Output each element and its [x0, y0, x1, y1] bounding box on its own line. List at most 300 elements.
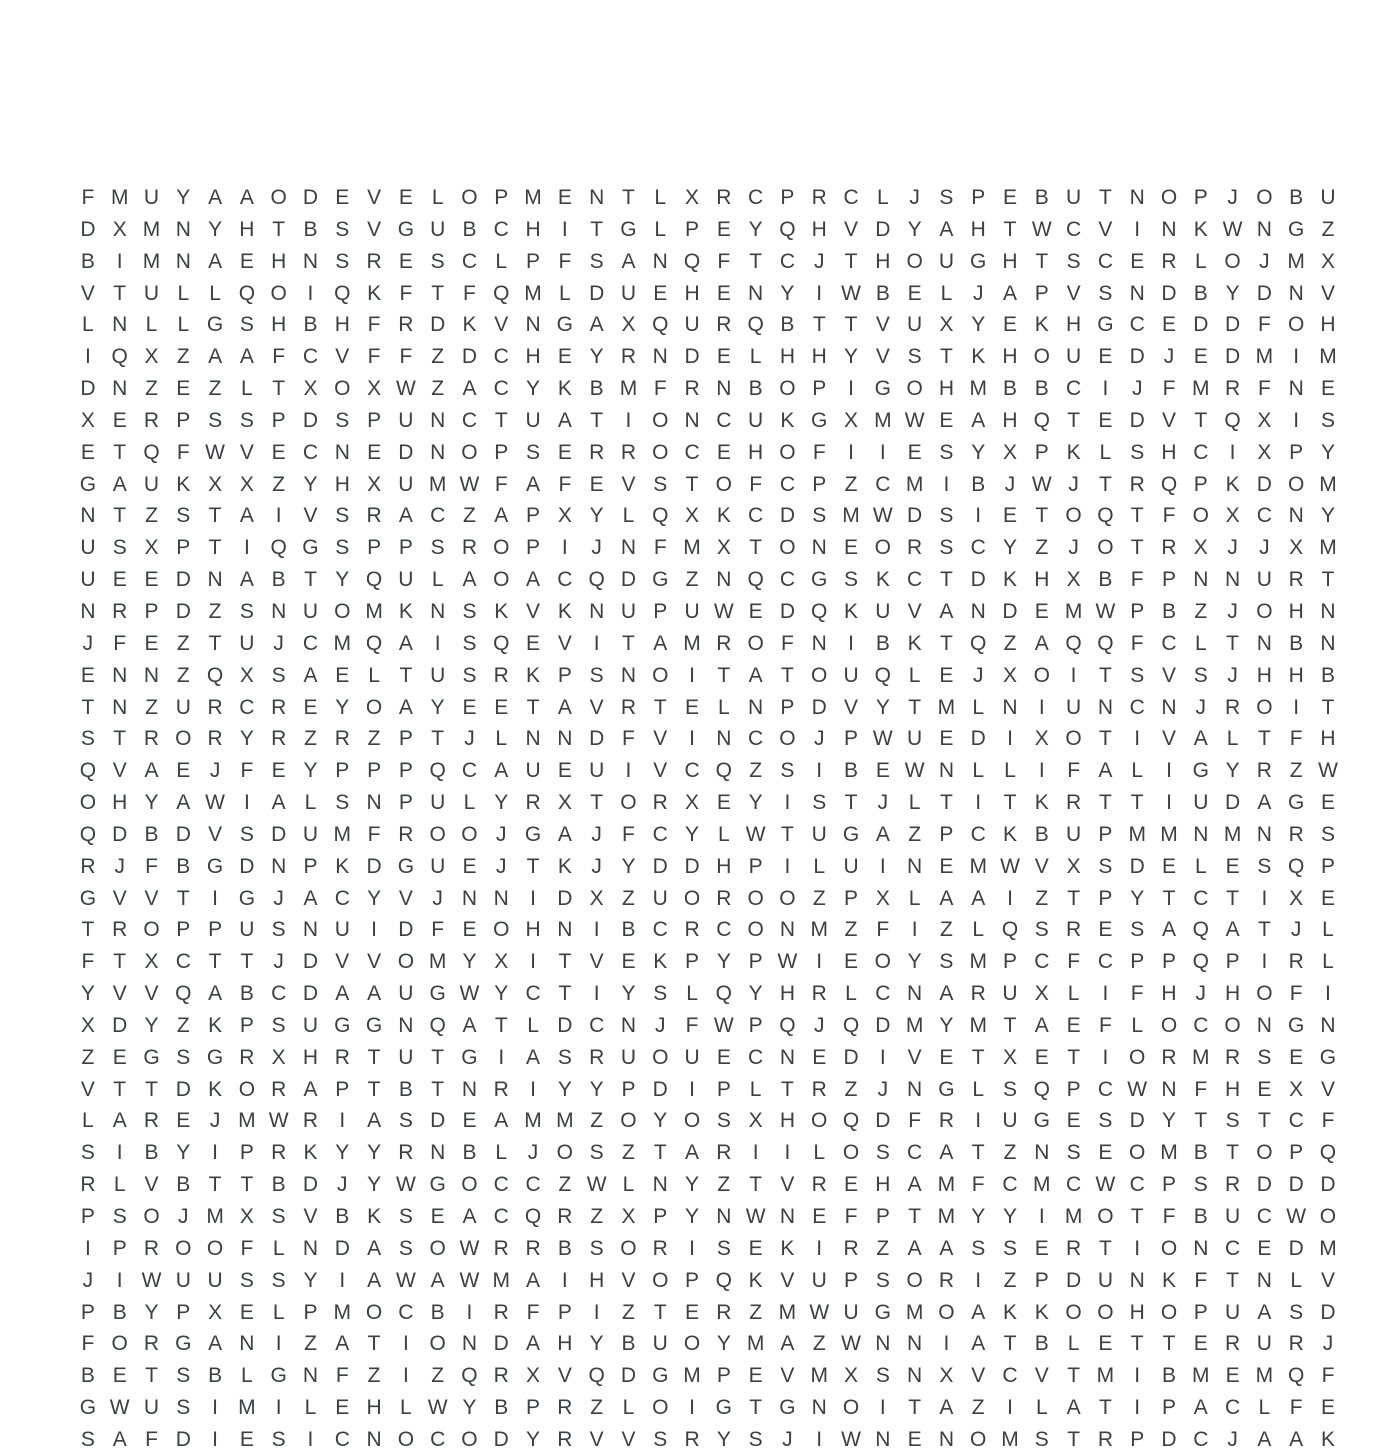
grid-letter[interactable]: P: [526, 504, 541, 528]
grid-letter[interactable]: U: [589, 759, 605, 783]
grid-letter[interactable]: I: [879, 854, 886, 878]
grid-letter[interactable]: G: [79, 886, 97, 910]
grid-letter[interactable]: G: [556, 313, 574, 337]
grid-letter[interactable]: Y: [589, 1332, 604, 1356]
grid-letter[interactable]: K: [208, 1077, 223, 1101]
grid-letter[interactable]: Q: [779, 217, 796, 241]
grid-letter[interactable]: Z: [431, 345, 445, 369]
grid-letter[interactable]: O: [683, 1332, 701, 1356]
grid-letter[interactable]: T: [1003, 217, 1017, 241]
grid-letter[interactable]: N: [80, 504, 96, 528]
grid-letter[interactable]: O: [842, 1141, 860, 1165]
grid-letter[interactable]: I: [212, 1427, 218, 1451]
grid-letter[interactable]: X: [239, 1205, 254, 1228]
grid-letter[interactable]: H: [1034, 568, 1050, 592]
grid-letter[interactable]: A: [462, 1205, 477, 1228]
grid-letter[interactable]: E: [748, 1364, 763, 1388]
grid-letter[interactable]: E: [1130, 249, 1145, 273]
grid-letter[interactable]: G: [79, 1396, 97, 1420]
grid-letter[interactable]: O: [461, 1173, 478, 1197]
grid-letter[interactable]: E: [239, 1300, 254, 1324]
grid-letter[interactable]: M: [556, 1109, 574, 1133]
grid-letter[interactable]: A: [1257, 791, 1272, 815]
grid-letter[interactable]: N: [1193, 822, 1209, 846]
grid-letter[interactable]: G: [1319, 1045, 1337, 1069]
grid-letter[interactable]: N: [1320, 631, 1336, 655]
grid-letter[interactable]: S: [1003, 1236, 1018, 1260]
grid-letter[interactable]: Y: [621, 982, 636, 1006]
grid-letter[interactable]: M: [238, 1109, 256, 1133]
grid-letter[interactable]: O: [1097, 1300, 1114, 1324]
grid-letter[interactable]: L: [400, 1396, 412, 1420]
grid-letter[interactable]: F: [494, 472, 508, 496]
grid-letter[interactable]: T: [971, 1045, 985, 1069]
grid-letter[interactable]: V: [1034, 854, 1049, 878]
grid-letter[interactable]: Z: [749, 1300, 763, 1324]
grid-letter[interactable]: H: [271, 313, 287, 337]
grid-letter[interactable]: A: [271, 791, 286, 815]
grid-letter[interactable]: Y: [303, 759, 318, 783]
grid-letter[interactable]: U: [938, 249, 954, 273]
grid-letter[interactable]: X: [1289, 886, 1304, 910]
grid-letter[interactable]: N: [1256, 1268, 1272, 1292]
grid-letter[interactable]: X: [494, 950, 509, 974]
grid-letter[interactable]: P: [239, 1141, 254, 1165]
grid-letter[interactable]: H: [779, 345, 796, 369]
grid-letter[interactable]: S: [653, 1427, 668, 1451]
grid-letter[interactable]: P: [1130, 1427, 1145, 1451]
grid-letter[interactable]: S: [176, 1364, 191, 1388]
grid-letter[interactable]: F: [431, 918, 445, 942]
grid-letter[interactable]: E: [844, 1173, 859, 1197]
grid-letter[interactable]: K: [1003, 568, 1018, 592]
grid-letter[interactable]: B: [748, 377, 763, 401]
grid-letter[interactable]: V: [398, 886, 413, 910]
grid-letter[interactable]: T: [844, 249, 858, 273]
grid-letter[interactable]: K: [1003, 1300, 1018, 1324]
grid-letter[interactable]: I: [339, 1268, 346, 1292]
grid-letter[interactable]: R: [1097, 1427, 1113, 1451]
grid-letter[interactable]: J: [1227, 599, 1238, 623]
grid-letter[interactable]: Y: [716, 1332, 731, 1356]
grid-letter[interactable]: O: [652, 408, 669, 432]
grid-letter[interactable]: Z: [304, 1332, 317, 1356]
grid-letter[interactable]: S: [239, 599, 254, 623]
grid-letter[interactable]: P: [1098, 886, 1113, 910]
grid-letter[interactable]: T: [1035, 249, 1049, 273]
grid-letter[interactable]: J: [1227, 186, 1238, 209]
grid-letter[interactable]: F: [812, 440, 826, 464]
grid-letter[interactable]: U: [80, 536, 96, 560]
grid-letter[interactable]: D: [1066, 1268, 1082, 1292]
grid-letter[interactable]: D: [843, 1045, 859, 1069]
grid-letter[interactable]: S: [271, 663, 286, 687]
grid-letter[interactable]: R: [811, 982, 827, 1006]
grid-letter[interactable]: S: [844, 568, 859, 592]
grid-letter[interactable]: B: [176, 1173, 191, 1197]
grid-letter[interactable]: B: [875, 281, 890, 305]
grid-letter[interactable]: T: [940, 568, 953, 592]
grid-letter[interactable]: P: [875, 1205, 890, 1228]
grid-letter[interactable]: D: [175, 599, 191, 623]
grid-letter[interactable]: X: [1257, 440, 1272, 464]
grid-letter[interactable]: T: [622, 186, 635, 209]
grid-letter[interactable]: O: [1129, 1141, 1146, 1165]
grid-letter[interactable]: Z: [463, 504, 476, 528]
grid-letter[interactable]: N: [398, 1013, 414, 1037]
grid-letter[interactable]: S: [271, 1013, 286, 1037]
grid-letter[interactable]: T: [208, 631, 222, 655]
grid-letter[interactable]: P: [335, 1077, 350, 1101]
grid-letter[interactable]: R: [716, 313, 732, 337]
grid-letter[interactable]: T: [208, 1173, 222, 1197]
grid-letter[interactable]: U: [811, 822, 827, 846]
grid-letter[interactable]: K: [716, 504, 731, 528]
grid-letter[interactable]: Q: [683, 249, 701, 273]
grid-letter[interactable]: V: [557, 1364, 572, 1388]
grid-letter[interactable]: E: [462, 854, 477, 878]
grid-letter[interactable]: N: [112, 313, 128, 337]
grid-letter[interactable]: C: [875, 472, 891, 496]
grid-letter[interactable]: N: [938, 759, 954, 783]
grid-letter[interactable]: M: [937, 1173, 956, 1197]
grid-letter[interactable]: Z: [1035, 536, 1049, 560]
grid-letter[interactable]: P: [303, 1300, 318, 1324]
grid-letter[interactable]: O: [874, 950, 891, 974]
grid-letter[interactable]: P: [208, 918, 223, 942]
grid-letter[interactable]: D: [875, 217, 891, 241]
grid-letter[interactable]: H: [366, 1396, 382, 1420]
grid-letter[interactable]: H: [1002, 345, 1018, 369]
grid-letter[interactable]: L: [908, 791, 921, 815]
grid-letter[interactable]: E: [1003, 186, 1018, 209]
grid-letter[interactable]: A: [971, 408, 986, 432]
grid-letter[interactable]: O: [175, 1236, 192, 1260]
grid-letter[interactable]: E: [1289, 1045, 1304, 1069]
grid-letter[interactable]: E: [907, 1427, 922, 1451]
grid-letter[interactable]: R: [493, 1236, 509, 1260]
grid-letter[interactable]: Z: [431, 1364, 445, 1388]
grid-letter[interactable]: T: [1130, 1205, 1144, 1228]
grid-letter[interactable]: V: [144, 1173, 159, 1197]
grid-letter[interactable]: C: [652, 918, 668, 942]
grid-letter[interactable]: D: [398, 918, 414, 942]
grid-letter[interactable]: E: [875, 759, 890, 783]
grid-letter[interactable]: L: [272, 1300, 285, 1324]
grid-letter[interactable]: M: [1192, 1364, 1210, 1388]
grid-letter[interactable]: D: [1320, 1173, 1336, 1197]
grid-letter[interactable]: T: [749, 1173, 763, 1197]
grid-letter[interactable]: F: [653, 377, 667, 401]
grid-letter[interactable]: D: [1225, 791, 1241, 815]
grid-letter[interactable]: T: [1098, 727, 1112, 751]
grid-letter[interactable]: L: [527, 1013, 539, 1037]
grid-letter[interactable]: N: [684, 408, 700, 432]
grid-letter[interactable]: J: [782, 1427, 793, 1451]
grid-letter[interactable]: S: [653, 982, 668, 1006]
grid-letter[interactable]: F: [558, 472, 572, 496]
grid-letter[interactable]: T: [81, 918, 95, 942]
grid-letter[interactable]: J: [591, 536, 602, 560]
grid-letter[interactable]: L: [876, 186, 889, 209]
grid-letter[interactable]: F: [558, 249, 572, 273]
grid-letter[interactable]: S: [1003, 1077, 1018, 1101]
grid-letter[interactable]: I: [402, 1332, 409, 1356]
grid-letter[interactable]: O: [620, 1236, 637, 1260]
grid-letter[interactable]: Q: [652, 313, 669, 337]
grid-letter[interactable]: C: [302, 440, 319, 464]
grid-letter[interactable]: A: [526, 1045, 541, 1069]
grid-letter[interactable]: C: [589, 1013, 605, 1037]
grid-letter[interactable]: R: [1161, 249, 1177, 273]
grid-letter[interactable]: T: [1257, 918, 1271, 942]
grid-letter[interactable]: P: [971, 186, 986, 209]
grid-letter[interactable]: S: [335, 504, 350, 528]
grid-letter[interactable]: S: [589, 663, 604, 687]
grid-letter[interactable]: W: [745, 822, 766, 846]
grid-letter[interactable]: Q: [1319, 1141, 1337, 1165]
grid-letter[interactable]: C: [1161, 631, 1177, 655]
grid-letter[interactable]: R: [811, 1077, 827, 1101]
grid-letter[interactable]: W: [205, 791, 225, 815]
grid-letter[interactable]: E: [1034, 599, 1049, 623]
grid-letter[interactable]: X: [844, 1364, 859, 1388]
grid-letter[interactable]: F: [240, 1236, 254, 1260]
grid-letter[interactable]: A: [239, 568, 254, 592]
grid-letter[interactable]: E: [1098, 1141, 1113, 1165]
grid-letter[interactable]: N: [716, 377, 732, 401]
grid-letter[interactable]: T: [1098, 791, 1112, 815]
grid-letter[interactable]: R: [493, 663, 509, 687]
grid-letter[interactable]: Z: [622, 886, 635, 910]
grid-letter[interactable]: V: [303, 1205, 318, 1228]
grid-letter[interactable]: T: [240, 1173, 254, 1197]
grid-letter[interactable]: S: [1066, 1141, 1081, 1165]
grid-letter[interactable]: R: [716, 186, 732, 209]
grid-letter[interactable]: C: [334, 886, 350, 910]
grid-letter[interactable]: E: [112, 1045, 127, 1069]
grid-letter[interactable]: S: [1257, 854, 1272, 878]
grid-letter[interactable]: R: [620, 345, 637, 369]
grid-letter[interactable]: E: [812, 1205, 827, 1228]
grid-letter[interactable]: J: [813, 1013, 825, 1037]
grid-letter[interactable]: N: [302, 1364, 319, 1388]
grid-letter[interactable]: C: [1129, 313, 1145, 337]
grid-letter[interactable]: S: [939, 186, 954, 209]
grid-letter[interactable]: E: [812, 1045, 827, 1069]
grid-letter[interactable]: C: [1256, 1205, 1272, 1228]
grid-letter[interactable]: V: [907, 1045, 922, 1069]
grid-letter[interactable]: S: [176, 1396, 191, 1420]
grid-letter[interactable]: E: [716, 345, 731, 369]
grid-letter[interactable]: T: [1162, 1332, 1176, 1356]
grid-letter[interactable]: A: [494, 759, 509, 783]
grid-letter[interactable]: T: [844, 313, 858, 337]
grid-letter[interactable]: C: [239, 695, 255, 719]
grid-letter[interactable]: C: [1129, 1173, 1145, 1197]
grid-letter[interactable]: Z: [1003, 1268, 1017, 1292]
grid-letter[interactable]: C: [875, 982, 891, 1006]
grid-letter[interactable]: C: [970, 536, 986, 560]
grid-letter[interactable]: J: [209, 759, 221, 783]
grid-letter[interactable]: O: [811, 1109, 828, 1133]
grid-letter[interactable]: P: [1130, 599, 1145, 623]
grid-letter[interactable]: T: [749, 249, 763, 273]
grid-letter[interactable]: P: [335, 759, 350, 783]
grid-letter[interactable]: Z: [1035, 886, 1049, 910]
grid-letter[interactable]: U: [525, 759, 541, 783]
grid-letter[interactable]: W: [395, 1268, 416, 1292]
grid-letter[interactable]: D: [112, 822, 128, 846]
grid-letter[interactable]: K: [398, 599, 413, 623]
grid-letter[interactable]: X: [367, 472, 382, 496]
grid-letter[interactable]: D: [175, 568, 191, 592]
grid-letter[interactable]: C: [271, 982, 287, 1006]
grid-letter[interactable]: N: [938, 1427, 954, 1451]
grid-letter[interactable]: S: [971, 1236, 986, 1260]
grid-letter[interactable]: Z: [685, 568, 699, 592]
grid-letter[interactable]: A: [367, 982, 382, 1006]
grid-letter[interactable]: C: [1129, 695, 1145, 719]
grid-letter[interactable]: H: [239, 217, 255, 241]
grid-letter[interactable]: I: [1134, 1236, 1141, 1260]
grid-letter[interactable]: N: [461, 886, 478, 910]
grid-letter[interactable]: P: [844, 1268, 859, 1292]
grid-letter[interactable]: K: [875, 568, 890, 592]
grid-letter[interactable]: M: [333, 631, 352, 655]
grid-letter[interactable]: L: [1194, 631, 1207, 655]
grid-letter[interactable]: I: [1166, 791, 1172, 815]
grid-letter[interactable]: M: [1001, 1427, 1019, 1451]
grid-letter[interactable]: J: [877, 791, 889, 815]
grid-letter[interactable]: K: [526, 663, 541, 687]
grid-letter[interactable]: S: [176, 504, 191, 528]
grid-letter[interactable]: B: [780, 313, 795, 337]
grid-letter[interactable]: F: [113, 631, 127, 655]
grid-letter[interactable]: D: [779, 504, 796, 528]
grid-letter[interactable]: Q: [270, 536, 287, 560]
grid-letter[interactable]: O: [1256, 982, 1273, 1006]
grid-letter[interactable]: D: [1129, 408, 1145, 432]
grid-letter[interactable]: D: [1320, 1300, 1336, 1324]
grid-letter[interactable]: F: [781, 631, 794, 655]
grid-letter[interactable]: X: [1193, 536, 1208, 560]
grid-letter[interactable]: E: [1320, 886, 1335, 910]
grid-letter[interactable]: A: [398, 695, 413, 719]
grid-letter[interactable]: U: [811, 1268, 827, 1292]
grid-letter[interactable]: H: [589, 1268, 605, 1292]
grid-letter[interactable]: I: [275, 504, 282, 528]
grid-letter[interactable]: T: [494, 1013, 508, 1037]
grid-letter[interactable]: U: [843, 663, 859, 687]
grid-letter[interactable]: W: [459, 1268, 480, 1292]
grid-letter[interactable]: H: [302, 1045, 319, 1069]
grid-letter[interactable]: I: [1325, 982, 1331, 1006]
grid-letter[interactable]: L: [304, 791, 317, 815]
grid-letter[interactable]: J: [496, 822, 507, 846]
grid-letter[interactable]: N: [748, 281, 764, 305]
grid-letter[interactable]: X: [939, 1364, 954, 1388]
grid-letter[interactable]: T: [431, 1077, 445, 1101]
grid-letter[interactable]: I: [1007, 1396, 1013, 1420]
grid-letter[interactable]: T: [1098, 1236, 1112, 1260]
grid-letter[interactable]: A: [208, 982, 223, 1006]
grid-letter[interactable]: Q: [334, 281, 351, 305]
grid-letter[interactable]: I: [943, 1332, 950, 1356]
grid-letter[interactable]: O: [111, 1332, 128, 1356]
grid-letter[interactable]: O: [1256, 1141, 1273, 1165]
grid-letter[interactable]: U: [1066, 186, 1082, 209]
grid-letter[interactable]: S: [1193, 663, 1208, 687]
grid-letter[interactable]: S: [239, 408, 254, 432]
grid-letter[interactable]: E: [112, 1364, 127, 1388]
grid-letter[interactable]: F: [1257, 377, 1271, 401]
grid-letter[interactable]: S: [239, 1268, 254, 1292]
grid-letter[interactable]: L: [241, 377, 253, 401]
grid-letter[interactable]: T: [1098, 472, 1112, 496]
grid-letter[interactable]: O: [397, 950, 415, 974]
grid-letter[interactable]: G: [175, 1332, 192, 1356]
grid-letter[interactable]: R: [1225, 695, 1241, 719]
grid-letter[interactable]: E: [844, 536, 859, 560]
grid-letter[interactable]: C: [175, 950, 191, 974]
grid-letter[interactable]: T: [1098, 663, 1112, 687]
grid-letter[interactable]: E: [335, 186, 350, 209]
grid-letter[interactable]: S: [271, 918, 286, 942]
grid-letter[interactable]: M: [238, 1396, 256, 1420]
grid-letter[interactable]: C: [430, 504, 446, 528]
grid-letter[interactable]: D: [1161, 281, 1177, 305]
grid-letter[interactable]: N: [271, 854, 287, 878]
grid-letter[interactable]: N: [302, 249, 319, 273]
grid-letter[interactable]: S: [1257, 1045, 1272, 1069]
grid-letter[interactable]: P: [1193, 186, 1208, 209]
grid-letter[interactable]: Q: [238, 281, 256, 305]
grid-letter[interactable]: N: [175, 249, 191, 273]
grid-letter[interactable]: R: [620, 440, 637, 464]
grid-letter[interactable]: S: [1225, 1109, 1240, 1133]
grid-letter[interactable]: F: [81, 1332, 95, 1356]
grid-letter[interactable]: N: [1288, 377, 1304, 401]
grid-letter[interactable]: E: [1320, 1396, 1335, 1420]
grid-letter[interactable]: J: [1195, 695, 1207, 719]
grid-letter[interactable]: P: [748, 1013, 763, 1037]
grid-letter[interactable]: B: [144, 1141, 159, 1165]
grid-letter[interactable]: E: [80, 663, 95, 687]
grid-letter[interactable]: S: [939, 504, 954, 528]
grid-letter[interactable]: O: [1065, 727, 1082, 751]
grid-letter[interactable]: Y: [1225, 281, 1240, 305]
grid-letter[interactable]: E: [1098, 408, 1113, 432]
grid-letter[interactable]: D: [302, 186, 319, 209]
grid-letter[interactable]: P: [1161, 1173, 1176, 1197]
grid-letter[interactable]: H: [525, 217, 541, 241]
grid-letter[interactable]: B: [557, 1236, 572, 1260]
grid-letter[interactable]: A: [398, 631, 413, 655]
grid-letter[interactable]: S: [1098, 1109, 1113, 1133]
grid-letter[interactable]: E: [1003, 504, 1018, 528]
grid-letter[interactable]: P: [939, 822, 954, 846]
grid-letter[interactable]: Y: [1003, 536, 1018, 560]
grid-letter[interactable]: L: [908, 886, 921, 910]
grid-letter[interactable]: C: [748, 1045, 764, 1069]
grid-letter[interactable]: L: [717, 822, 730, 846]
grid-letter[interactable]: N: [302, 1236, 319, 1260]
grid-letter[interactable]: T: [176, 886, 190, 910]
grid-letter[interactable]: T: [1194, 408, 1208, 432]
grid-letter[interactable]: T: [622, 631, 635, 655]
grid-letter[interactable]: N: [1161, 1077, 1177, 1101]
